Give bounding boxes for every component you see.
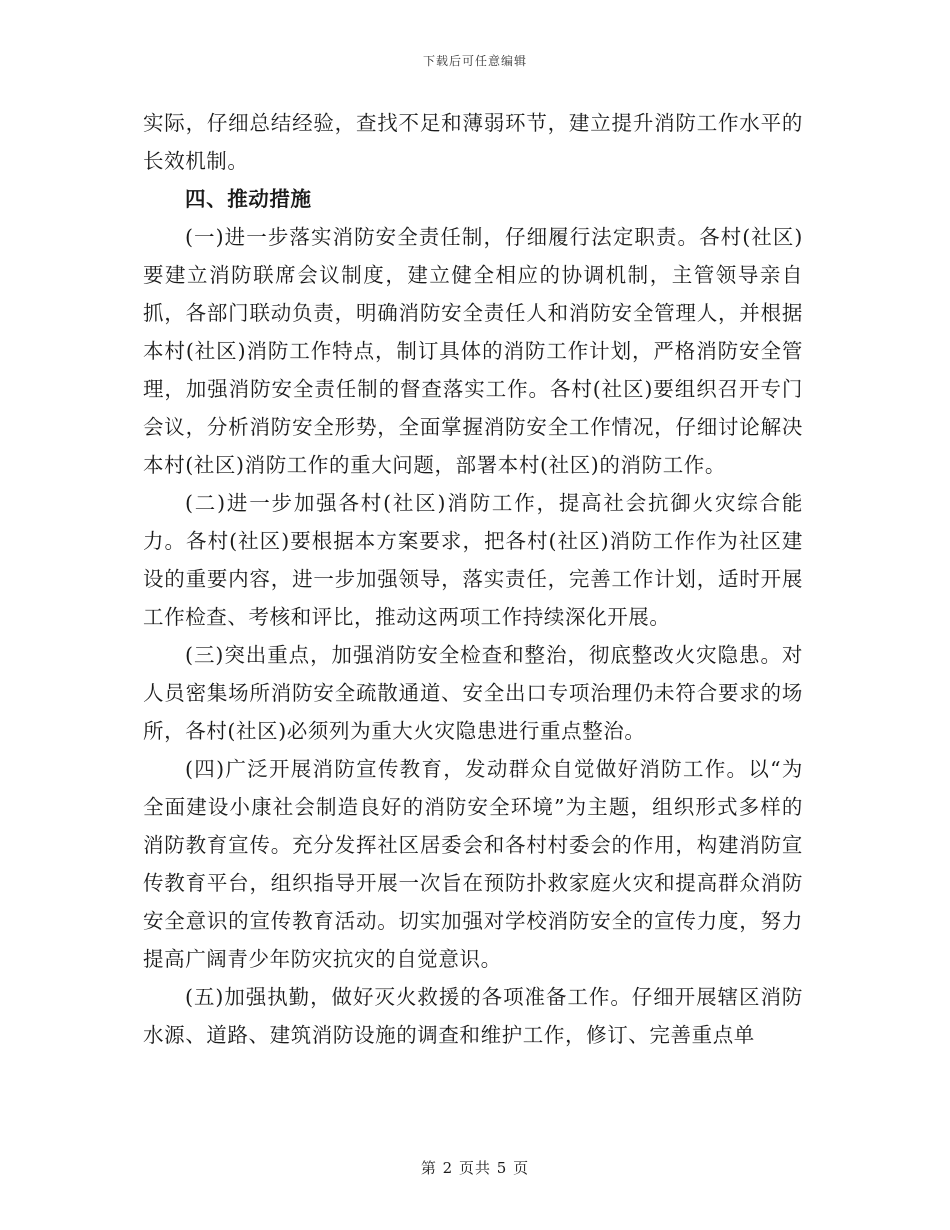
- paragraph-measure-3: (三)突出重点，加强消防安全检查和整治，彻底整改火灾隐患。对人员密集场所消防安全疏散通道、安全出口专项治理仍未符合要求的场所，各村(社区)必须列为重大火灾隐患进行重点整治。: [143, 643, 803, 743]
- document-body: [143, 104, 803, 1054]
- paragraph-measure-2: (二)进一步加强各村(社区)消防工作，提高社会抗御火灾综合能力。各村(社区)要根据本方案要求，把各村(社区)消防工作作为社区建设的重要内容，进一步加强领导，落实责任，完善工作计划，适时开展工作检查、考核和评比，推动这两项工作持续深化开展。: [143, 491, 803, 629]
- page-number: 第 2 页共 5 页: [420, 1159, 530, 1177]
- continuation-paragraph: 实际，仔细总结经验，查找不足和薄弱环节，建立提升消防工作水平的长效机制。: [143, 111, 803, 173]
- paragraph-measure-4: (四)广泛开展消防宣传教育，发动群众自觉做好消防工作。以“为全面建设小康社会制造良好的消防安全环境”为主题，组织形式多样的消防教育宣传。充分发挥社区居委会和各村村委会的作用，构建消防宣传教育平台，组织指导开展一次旨在预防扑救家庭火灾和提高群众消防安全意识的宣传教育活动。切实加强对学校消防安全的宣传力度，努力提高广阔青少年防灾抗灾的自觉意识。: [143, 757, 803, 971]
- section-heading: 四、推动措施: [185, 187, 312, 211]
- page-header: 下载后可任意编辑: [422, 54, 527, 68]
- paragraph-measure-5: (五)加强执勤，做好灭火救援的各项准备工作。仔细开展辖区消防水源、道路、建筑消防设施的调查和维护工作，修订、完善重点单: [143, 985, 803, 1047]
- paragraph-measure-1: (一)进一步落实消防安全责任制，仔细履行法定职责。各村(社区)要建立消防联席会议制度，建立健全相应的协调机制，主管领导亲自抓，各部门联动负责，明确消防安全责任人和消防安全管理人，并根据本村(社区)消防工作特点，制订具体的消防工作计划，严格消防安全管理，加强消防安全责任制的督查落实工作。各村(社区)要组织召开专门会议，分析消防安全形势，全面掌握消防安全工作情况，仔细讨论解决本村(社区)消防工作的重大问题，部署本村(社区)的消防工作。: [143, 225, 803, 477]
